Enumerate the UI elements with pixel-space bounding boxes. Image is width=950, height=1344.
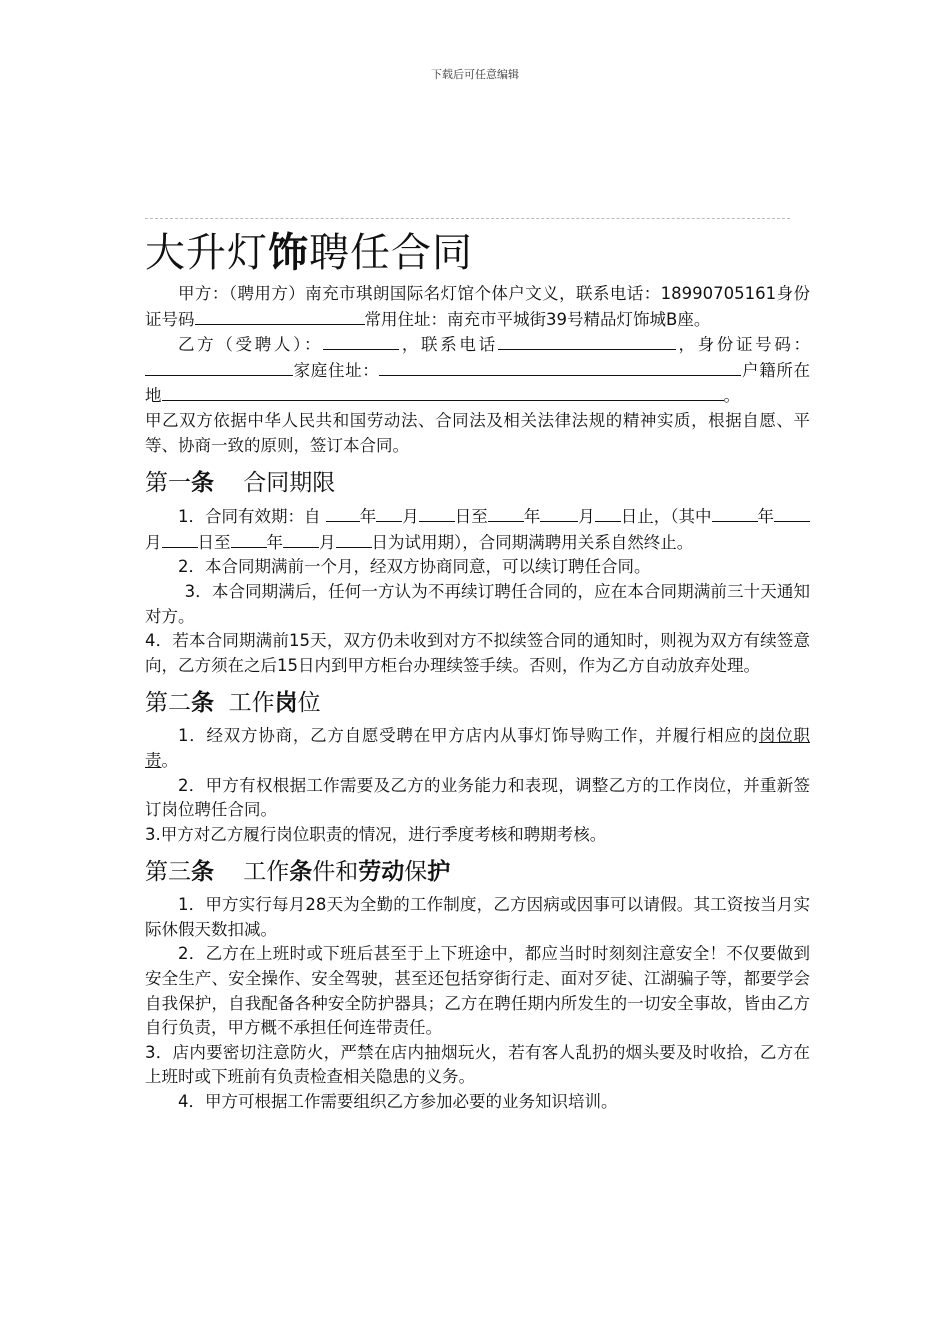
start-month-blank[interactable]	[376, 504, 402, 522]
party-b-phone-label: ，联系电话	[399, 335, 498, 355]
party-b-end: 。	[723, 386, 740, 406]
title-part-3: 聘任合同	[309, 230, 473, 276]
start-day-blank[interactable]	[419, 504, 455, 522]
section-2-heading-d: 岗	[274, 689, 298, 717]
section-3-heading-a: 第三	[145, 859, 191, 886]
section-2-heading-a: 第二	[145, 690, 191, 717]
section-1-item-4: 4．若本合同期满前15天，双方仍未收到对方不拟续签合同的通知时，则视为双方有续签意向，乙方须在之后15日内到甲方柜台办理续签手续。否则，作为乙方自动放弃处理。	[145, 631, 810, 675]
section-3-item-1: 1．甲方实行每月28天为全勤的工作制度，乙方因病或因事可以请假。其工资按当月实际休假天数扣减。	[145, 895, 810, 939]
party-b-label: 乙方（受聘人）：	[178, 335, 324, 355]
s1-month-1: 月	[402, 507, 419, 527]
section-2-heading-b: 条	[191, 689, 214, 717]
s1-year-2: 年	[523, 507, 541, 527]
trial-end-year-blank[interactable]	[231, 530, 267, 548]
s2-item1-a: 1．经双方协商，乙方自愿受聘在甲方店内从事灯饰导购工作，并履行相应的	[178, 726, 759, 746]
section-3-item-4: 4．甲方可根据工作需要组织乙方参加必要的业务知识培训。	[178, 1092, 618, 1112]
section-3-heading-c: 工作	[243, 859, 290, 886]
section-1-heading-a: 第一	[145, 470, 191, 497]
s1-month-2: 月	[578, 507, 595, 527]
party-b-home-blank[interactable]	[379, 358, 741, 376]
section-3-heading-h: 护	[427, 858, 451, 886]
section-2-item-3: 3.甲方对乙方履行岗位职责的情况，进行季度考核和聘期考核。	[145, 824, 607, 844]
party-b-phone-blank[interactable]	[498, 332, 676, 350]
section-1-heading-c: 合同期限	[243, 470, 336, 497]
party-b-name-blank[interactable]	[323, 332, 399, 350]
section-2-item-2: 2．甲方有权根据工作需要及乙方的业务能力和表现，调整乙方的工作岗位，并重新签订岗位聘任合同。	[145, 775, 810, 820]
section-3-item-3: 3．店内要密切注意防火，严禁在店内抽烟玩火，若有客人乱扔的烟头要及时收拾，乙方在上班时或下班前有负责检查相关隐患的义务。	[145, 1042, 810, 1087]
trial-end-month-blank[interactable]	[283, 530, 319, 548]
party-b-paragraph	[145, 332, 810, 409]
section-3-heading-b: 条	[191, 858, 214, 886]
party-b-hukou-label: 户籍所在地	[145, 360, 811, 406]
end-day-blank[interactable]	[595, 504, 621, 522]
s1-day-end: 日止，（其中	[620, 507, 712, 527]
section-3-heading	[145, 857, 810, 887]
section-1-item-1	[145, 504, 810, 555]
contract-document	[145, 226, 810, 1115]
party-a-address: 常用住址：南充市平城街39号精品灯饰城B座。	[364, 309, 711, 329]
s1-year-4: 年	[266, 532, 283, 552]
section-1-item-3: 3．本合同期满后，任何一方认为不再续订聘任合同的，应在本合同期满前三十天通知对方。	[145, 581, 810, 626]
section-1-heading-b: 条	[191, 469, 214, 497]
party-b-id-blank[interactable]	[145, 358, 293, 376]
end-year-blank[interactable]	[488, 504, 524, 522]
s1-item1-start: 1．合同有效期：自	[178, 507, 321, 527]
section-3-item-2: 2．乙方在上班时或下班后甚至于上下班途中，都应当时时刻刻注意安全！不仅要做到安全生产、安全操作、安全驾驶，甚至还包括穿街行走、面对歹徒、江湖骗子等，都要学会自我保护，自我配备各种安全防护器具；乙方在聘任期内所发生的一切安全事故，皆由乙方自行负责，甲方概不承担任何连带责任。	[145, 944, 810, 1038]
section-3-heading-d: 条	[289, 858, 313, 886]
party-a-paragraph	[145, 282, 810, 332]
s1-trial: 日为试用期），合同期满聘用关系自然终止。	[371, 532, 694, 552]
intro-paragraph: 甲乙双方依据中华人民共和国劳动法、合同法及相关法律法规的精神实质，根据自愿、平等、协商一致的原则，签订本合同。	[145, 410, 810, 455]
party-b-home-label: 家庭住址：	[293, 360, 380, 380]
s1-year-3: 年	[757, 507, 774, 527]
section-2-heading	[145, 688, 810, 718]
job-duties-link[interactable]: 岗位职责	[145, 726, 811, 770]
section-2-item-1	[145, 724, 810, 773]
title-part-2: 饰	[268, 229, 309, 276]
section-1-heading	[145, 468, 810, 498]
party-b-id-label: ，身份证号码：	[675, 335, 811, 355]
contract-title	[145, 226, 810, 280]
s2-item1-b: 。	[161, 750, 178, 770]
section-2-heading-c: 工作	[228, 690, 275, 717]
section-1-item-2: 2．本合同期满前一个月，经双方协商同意，可以续订聘任合同。	[178, 557, 651, 577]
party-a-line: 甲方：（聘用方）南充市琪朗国际名灯馆个体户文义，联系电话：18990705161身份证号码	[145, 284, 810, 329]
trial-end-day-blank[interactable]	[336, 530, 372, 548]
s1-year-1: 年	[359, 507, 377, 527]
section-2-heading-e: 位	[297, 690, 321, 717]
section-3-heading-g: 保	[404, 859, 428, 886]
party-a-id-blank[interactable]	[195, 307, 365, 325]
section-3-heading-f: 劳动	[358, 858, 405, 886]
start-year-blank[interactable]	[326, 504, 360, 522]
party-b-hukou-blank[interactable]	[162, 383, 724, 401]
s1-day-to-1: 日至	[454, 507, 488, 527]
header-note: 下载后可任意编辑	[431, 68, 519, 81]
trial-start-day-blank[interactable]	[162, 530, 198, 548]
s1-day-to-2: 日至	[197, 532, 231, 552]
end-month-blank[interactable]	[540, 504, 578, 522]
title-part-1: 大升灯	[145, 230, 268, 276]
section-3-heading-e: 件和	[312, 859, 359, 886]
s1-month-3: 月	[145, 532, 162, 552]
header-divider	[145, 218, 790, 219]
trial-start-month-blank[interactable]	[774, 504, 810, 522]
s1-month-4: 月	[319, 532, 336, 552]
trial-start-year-blank[interactable]	[712, 504, 758, 522]
